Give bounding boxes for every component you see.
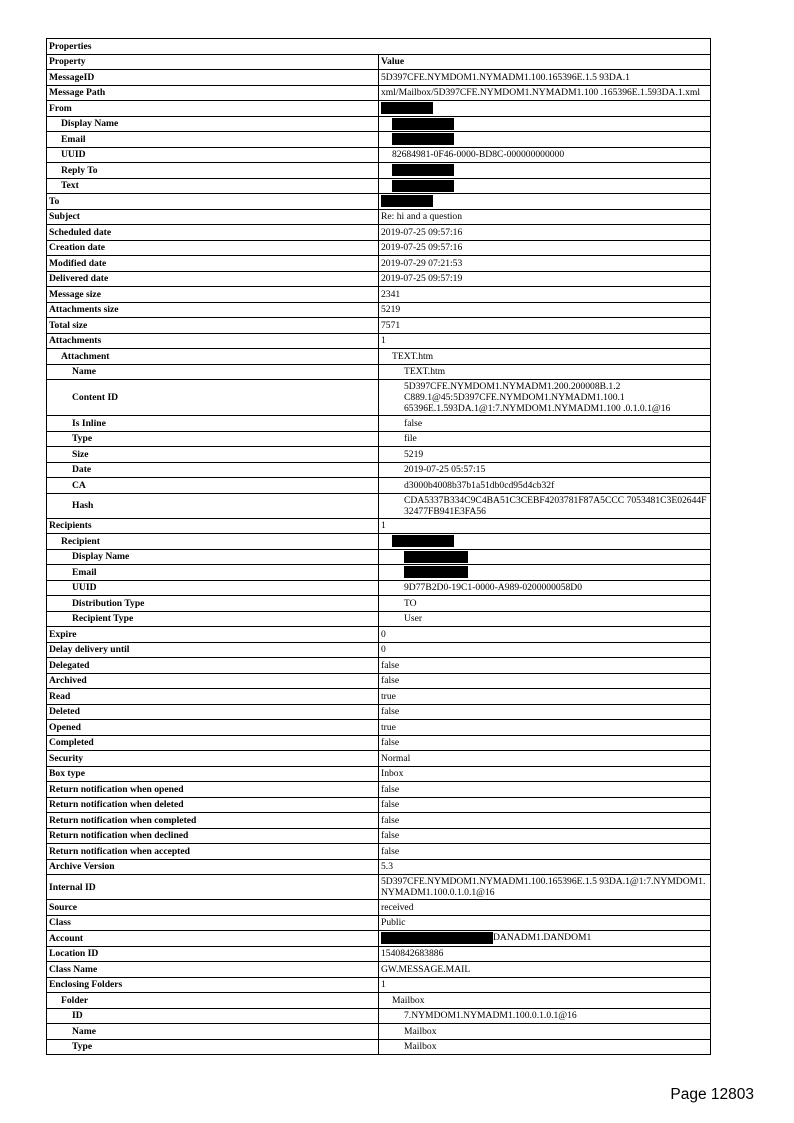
- property-name: Text: [47, 178, 379, 194]
- property-name: Return notification when accepted: [47, 844, 379, 860]
- property-value: [379, 931, 711, 947]
- property-name: CA: [47, 478, 379, 494]
- property-value: Normal: [379, 751, 711, 767]
- table-row: [47, 859, 711, 875]
- property-name: Display Name: [47, 549, 379, 565]
- property-value: 2019-07-25 09:57:16: [379, 240, 711, 256]
- property-name: Attachments size: [47, 302, 379, 318]
- property-value: User: [379, 611, 711, 627]
- table-row: [47, 132, 711, 148]
- property-value: false: [379, 704, 711, 720]
- table-row: [47, 673, 711, 689]
- property-name: Archived: [47, 673, 379, 689]
- property-name: Subject: [47, 209, 379, 225]
- table-row: [47, 720, 711, 736]
- table-row: [47, 642, 711, 658]
- table-row: [47, 147, 711, 163]
- property-value: Inbox: [379, 766, 711, 782]
- property-value: Mailbox: [379, 1024, 711, 1040]
- table-row: [47, 993, 711, 1009]
- table-row: [47, 462, 711, 478]
- redaction-bar: [392, 535, 454, 547]
- table-row: [47, 225, 711, 241]
- property-name: Message Path: [47, 85, 379, 101]
- table-row: [47, 1039, 711, 1055]
- property-value: false: [379, 673, 711, 689]
- property-name: Display Name: [47, 116, 379, 132]
- property-value: [379, 194, 711, 210]
- property-value: 2019-07-25 09:57:19: [379, 271, 711, 287]
- table-row: [47, 797, 711, 813]
- property-value: Public: [379, 915, 711, 931]
- property-value: [379, 549, 711, 565]
- property-value: 5D397CFE.NYMDOM1.NYMADM1.100.165396E.1.5 93DA.1: [379, 70, 711, 86]
- property-name: Expire: [47, 627, 379, 643]
- header-row: [47, 54, 711, 70]
- property-name: Completed: [47, 735, 379, 751]
- property-name: Delivered date: [47, 271, 379, 287]
- property-name: To: [47, 194, 379, 210]
- property-name: Return notification when opened: [47, 782, 379, 798]
- table-row: [47, 977, 711, 993]
- table-row: [47, 364, 711, 380]
- property-name: Date: [47, 462, 379, 478]
- property-name: Account: [47, 931, 379, 947]
- property-name: Attachment: [47, 349, 379, 365]
- property-name: ID: [47, 1008, 379, 1024]
- table-row: [47, 209, 711, 225]
- property-value: 0: [379, 627, 711, 643]
- redaction-bar: [392, 180, 454, 192]
- property-value: CDA5337B334C9C4BA51C3CEBF4203781F87A5CCC 7053481C3E02644F32477FB941E3FA56: [379, 493, 711, 518]
- redaction-bar: [392, 118, 454, 130]
- property-name: Type: [47, 1039, 379, 1055]
- property-name: UUID: [47, 580, 379, 596]
- redaction-bar: [381, 102, 433, 114]
- property-name: Is Inline: [47, 416, 379, 432]
- property-value: 2019-07-25 09:57:16: [379, 225, 711, 241]
- property-name: Folder: [47, 993, 379, 1009]
- property-value: Mailbox: [379, 1039, 711, 1055]
- table-row: [47, 194, 711, 210]
- table-row: [47, 813, 711, 829]
- property-value: TO: [379, 596, 711, 612]
- property-name: Attachments: [47, 333, 379, 349]
- property-name: Class Name: [47, 962, 379, 978]
- property-name: Security: [47, 751, 379, 767]
- property-name: Type: [47, 431, 379, 447]
- property-name: Archive Version: [47, 859, 379, 875]
- property-value: 0: [379, 642, 711, 658]
- table-row: [47, 271, 711, 287]
- property-name: MessageID: [47, 70, 379, 86]
- property-name: Delegated: [47, 658, 379, 674]
- property-name: Recipient: [47, 534, 379, 550]
- property-value: 5219: [379, 302, 711, 318]
- table-row: [47, 946, 711, 962]
- account-suffix: DANADM1.DANDOM1: [493, 932, 592, 944]
- property-name: Distribution Type: [47, 596, 379, 612]
- table-row: [47, 828, 711, 844]
- property-name: Return notification when completed: [47, 813, 379, 829]
- table-row: [47, 658, 711, 674]
- table-row: [47, 447, 711, 463]
- property-name: Message size: [47, 287, 379, 303]
- table-row: [47, 493, 711, 518]
- property-value: 1540842683886: [379, 946, 711, 962]
- property-value: [379, 163, 711, 179]
- redaction-bar: [381, 195, 433, 207]
- property-name: Creation date: [47, 240, 379, 256]
- table-row: [47, 349, 711, 365]
- table-row: [47, 844, 711, 860]
- property-value: 1: [379, 333, 711, 349]
- property-name: Enclosing Folders: [47, 977, 379, 993]
- table-row: [47, 565, 711, 581]
- property-value: [379, 116, 711, 132]
- table-row: [47, 431, 711, 447]
- property-value: false: [379, 813, 711, 829]
- property-name: Internal ID: [47, 875, 379, 900]
- property-name: Class: [47, 915, 379, 931]
- redaction-bar: [392, 133, 454, 145]
- property-value: 7.NYMDOM1.NYMADM1.100.0.1.0.1@16: [379, 1008, 711, 1024]
- property-name: Reply To: [47, 163, 379, 179]
- property-value: GW.MESSAGE.MAIL: [379, 962, 711, 978]
- property-value: 5219: [379, 447, 711, 463]
- redaction-bar: [381, 932, 493, 944]
- property-value: file: [379, 431, 711, 447]
- property-value: false: [379, 797, 711, 813]
- table-row: [47, 302, 711, 318]
- property-name: Total size: [47, 318, 379, 334]
- table-row: [47, 782, 711, 798]
- table-row: [47, 875, 711, 900]
- property-value: 2019-07-25 05:57:15: [379, 462, 711, 478]
- property-name: UUID: [47, 147, 379, 163]
- property-name: Opened: [47, 720, 379, 736]
- table-row: [47, 534, 711, 550]
- property-value: TEXT.htm: [379, 364, 711, 380]
- property-name: Email: [47, 565, 379, 581]
- property-value: [379, 565, 711, 581]
- table-row: [47, 318, 711, 334]
- table-row: [47, 689, 711, 705]
- table-row: [47, 1024, 711, 1040]
- redaction-bar: [404, 551, 468, 563]
- property-value: true: [379, 689, 711, 705]
- property-name: Box type: [47, 766, 379, 782]
- property-value: 1: [379, 518, 711, 534]
- table-row: [47, 962, 711, 978]
- redaction-bar: [392, 164, 454, 176]
- property-value: xml/Mailbox/5D397CFE.NYMDOM1.NYMADM1.100 .165396E.1.593DA.1.xml: [379, 85, 711, 101]
- property-name: Name: [47, 1024, 379, 1040]
- header-value: Value: [379, 54, 711, 70]
- table-row: [47, 178, 711, 194]
- table-row: [47, 704, 711, 720]
- property-value: 7571: [379, 318, 711, 334]
- table-row: [47, 1008, 711, 1024]
- property-value: TEXT.htm: [379, 349, 711, 365]
- property-name: Scheduled date: [47, 225, 379, 241]
- page-number: Page 12803: [670, 1086, 754, 1103]
- table-row: [47, 627, 711, 643]
- property-value: false: [379, 844, 711, 860]
- table-row: [47, 751, 711, 767]
- table-row: [47, 611, 711, 627]
- property-name: Size: [47, 447, 379, 463]
- property-value: received: [379, 900, 711, 916]
- table-row: [47, 240, 711, 256]
- property-value: d3000b4008b37b1a51db0cd95d4cb32f: [379, 478, 711, 494]
- property-value: false: [379, 735, 711, 751]
- table-row: [47, 931, 711, 947]
- property-value: 5D397CFE.NYMDOM1.NYMADM1.200.200008B.1.2 C889.1@45:5D397CFE.NYMDOM1.NYMADM1.100.1 65396E.1.593DA.1@1:7.NYMDOM1.NYMADM1.100 .0.1.0.1@16: [379, 380, 711, 416]
- table-row: [47, 380, 711, 416]
- property-value: [379, 101, 711, 117]
- property-name: From: [47, 101, 379, 117]
- table-row: [47, 101, 711, 117]
- table-row: [47, 116, 711, 132]
- property-name: Deleted: [47, 704, 379, 720]
- property-name: Recipient Type: [47, 611, 379, 627]
- table-row: [47, 915, 711, 931]
- table-row: [47, 70, 711, 86]
- table-row: [47, 85, 711, 101]
- property-value: false: [379, 782, 711, 798]
- table-row: [47, 287, 711, 303]
- property-value: [379, 534, 711, 550]
- property-value: 9D77B2D0-19C1-0000-A989-0200000058D0: [379, 580, 711, 596]
- property-name: Hash: [47, 493, 379, 518]
- property-name: Location ID: [47, 946, 379, 962]
- property-value: false: [379, 416, 711, 432]
- table-row: [47, 163, 711, 179]
- property-name: Delay delivery until: [47, 642, 379, 658]
- header-property: Property: [47, 54, 379, 70]
- property-value: [379, 178, 711, 194]
- property-value: [379, 132, 711, 148]
- property-value: true: [379, 720, 711, 736]
- property-name: Source: [47, 900, 379, 916]
- property-value: false: [379, 828, 711, 844]
- table-row: [47, 333, 711, 349]
- properties-table: [46, 38, 711, 1055]
- property-name: Read: [47, 689, 379, 705]
- property-name: Recipients: [47, 518, 379, 534]
- table-row: [47, 596, 711, 612]
- table-row: [47, 478, 711, 494]
- property-name: Return notification when deleted: [47, 797, 379, 813]
- property-value: false: [379, 658, 711, 674]
- table-row: [47, 256, 711, 272]
- table-row: [47, 518, 711, 534]
- table-row: [47, 735, 711, 751]
- property-value: 82684981-0F46-0000-BD8C-000000000000: [379, 147, 711, 163]
- table-row: [47, 580, 711, 596]
- table-row: [47, 549, 711, 565]
- property-value: Mailbox: [379, 993, 711, 1009]
- table-row: [47, 900, 711, 916]
- property-name: Return notification when declined: [47, 828, 379, 844]
- table-title: Properties: [47, 39, 711, 55]
- property-name: Content ID: [47, 380, 379, 416]
- property-value: Re: hi and a question: [379, 209, 711, 225]
- property-value: 5D397CFE.NYMDOM1.NYMADM1.100.165396E.1.5 93DA.1@1:7.NYMDOM1.NYMADM1.100.0.1.0.1@16: [379, 875, 711, 900]
- table-row: [47, 766, 711, 782]
- redaction-bar: [404, 566, 468, 578]
- table-row: [47, 416, 711, 432]
- property-value: 2019-07-29 07:21:53: [379, 256, 711, 272]
- property-value: 1: [379, 977, 711, 993]
- property-name: Name: [47, 364, 379, 380]
- property-name: Modified date: [47, 256, 379, 272]
- property-value: 2341: [379, 287, 711, 303]
- property-name: Email: [47, 132, 379, 148]
- table-title-row: [47, 39, 711, 55]
- property-value: 5.3: [379, 859, 711, 875]
